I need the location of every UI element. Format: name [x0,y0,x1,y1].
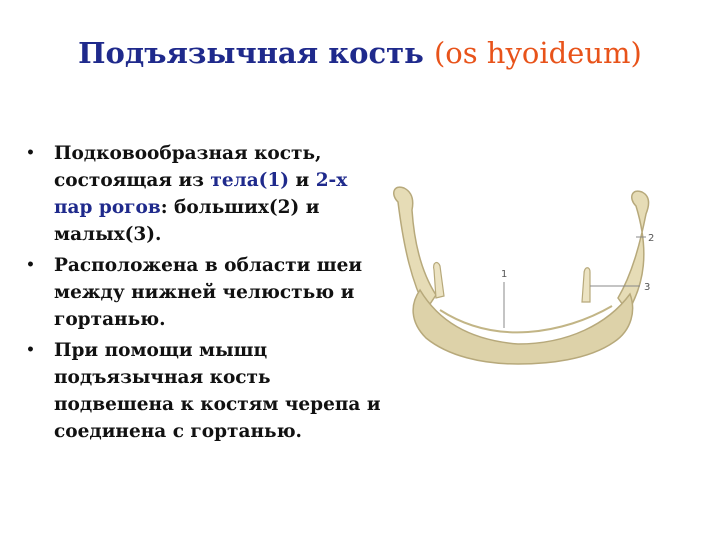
bullet-item [22,337,382,445]
figure-label-2: 2 [648,233,655,244]
bullet-item [22,140,382,248]
hyoid-bone-illustration [378,170,708,400]
greater-horn-right [618,191,649,312]
title-main: Подъязычная кость [78,36,424,70]
figure-label-3: 3 [644,282,651,293]
lesser-horn-right [582,268,590,302]
term-body: тела(1) [210,170,290,191]
bullet-text-mid: и [289,170,316,191]
bullet-dot-icon: • [26,257,35,273]
bullet-list [22,140,382,449]
slide-title [0,36,720,70]
term-horns: 2-х пар рогов [54,170,348,218]
bullet-text: При помощи мышц подъязычная кость подвешена к костям черепа и соединена с гортанью. [54,340,381,442]
greater-horn-left [394,187,436,310]
bullet-text-after: : больших(2) и малых(3). [54,197,320,245]
hyoid-body [413,290,632,364]
figure-label-1: 1 [501,269,508,280]
hyoid-body-ridge [440,306,612,332]
bullet-text-before: Подковообразная кость, состоящая из [54,143,322,191]
title-latin: (os hyoideum) [433,36,642,70]
bullet-dot-icon: • [26,145,35,161]
bullet-dot-icon: • [26,342,35,358]
bullet-item [22,252,382,333]
bullet-text: Расположена в области шеи между нижней челюстью и гортанью. [54,255,363,330]
hyoid-bone-figure [378,170,708,400]
lesser-horn-left [434,263,444,298]
